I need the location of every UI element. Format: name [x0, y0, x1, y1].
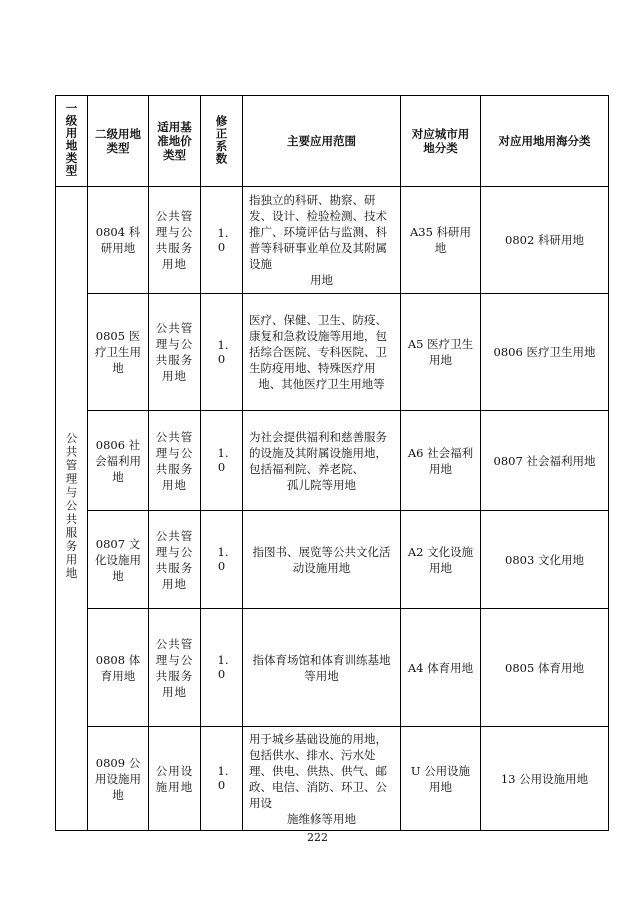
row-sea-class: 0806 医疗卫生用地 — [481, 294, 609, 411]
row-coef: 1.0 — [201, 727, 243, 831]
header-coef: 修正系数 — [201, 96, 243, 187]
row-base-price: 公共管理与公共服务用地 — [149, 411, 201, 511]
header-level2: 二级用地类型 — [88, 96, 149, 187]
row-sea-class: 0803 文化用地 — [481, 511, 609, 609]
header-base-price: 适用基准地价类型 — [149, 96, 201, 187]
header-scope: 主要应用范围 — [243, 96, 401, 187]
row-city-class: A5 医疗卫生用地 — [401, 294, 481, 411]
row-city-class: A2 文化设施用地 — [401, 511, 481, 609]
row-base-price: 公共管理与公共服务用地 — [149, 609, 201, 727]
row-base-price: 公用设施用地 — [149, 727, 201, 831]
row-code: 0804 科研用地 — [88, 187, 149, 294]
row-scope: 医疗、保健、卫生、防疫、康复和急救设施等用地，包括综合医院、专科医院、卫生防疫用地、特殊医疗用 地、其他医疗卫生用地等 — [243, 294, 401, 411]
row-base-price: 公共管理与公共服务用地 — [149, 511, 201, 609]
header-city-class: 对应城市用地分类 — [401, 96, 481, 187]
table-row — [56, 727, 609, 831]
row-scope: 用于城乡基础设施的用地，包括供水、排水、污水处理、供电、供热、供气、邮政、电信、消防、环卫、公用设 施维修等用地 — [243, 727, 401, 831]
row-code: 0805 医疗卫生用地 — [88, 294, 149, 411]
row-coef: 1.0 — [201, 411, 243, 511]
row-city-class: A6 社会福利用地 — [401, 411, 481, 511]
header-level1: 一级用地类型 — [56, 96, 88, 187]
table-row — [56, 187, 609, 294]
row-code: 0807 文化设施用地 — [88, 511, 149, 609]
row-city-class: A35 科研用地 — [401, 187, 481, 294]
row-code: 0806 社会福利用地 — [88, 411, 149, 511]
table-row — [56, 609, 609, 727]
row-scope: 指独立的科研、勘察、研发、设计、检验检测、技术推广、环境评估与监测、科普等科研事业单位及其附属设施 用地 — [243, 187, 401, 294]
row-coef: 1.0 — [201, 294, 243, 411]
row-coef: 1.0 — [201, 609, 243, 727]
row-coef: 1.0 — [201, 511, 243, 609]
table-row — [56, 294, 609, 411]
row-sea-class: 0805 体育用地 — [481, 609, 609, 727]
row-coef: 1.0 — [201, 187, 243, 294]
table-row — [56, 411, 609, 511]
table-row — [56, 511, 609, 609]
row-sea-class: 0802 科研用地 — [481, 187, 609, 294]
header-row — [56, 96, 609, 187]
row-sea-class: 13 公用设施用地 — [481, 727, 609, 831]
land-use-table — [55, 95, 609, 831]
row-code: 0808 体育用地 — [88, 609, 149, 727]
row-sea-class: 0807 社会福利用地 — [481, 411, 609, 511]
row-city-class: U 公用设施用地 — [401, 727, 481, 831]
row-base-price: 公共管理与公共服务用地 — [149, 294, 201, 411]
row-code: 0809 公用设施用地 — [88, 727, 149, 831]
row-scope: 指图书、展览等公共文化活动设施用地 — [243, 511, 401, 609]
header-sea-class: 对应用地用海分类 — [481, 96, 609, 187]
row-scope: 指体育场馆和体育训练基地等用地 — [243, 609, 401, 727]
row-city-class: A4 体育用地 — [401, 609, 481, 727]
category1-cell: 公共管理与公共服务用地 — [56, 187, 88, 831]
page-number: 222 — [307, 831, 328, 844]
row-scope: 为社会提供福利和慈善服务的设施及其附属设施用地，包括福利院、养老院、 孤儿院等用地 — [243, 411, 401, 511]
row-base-price: 公共管理与公共服务用地 — [149, 187, 201, 294]
